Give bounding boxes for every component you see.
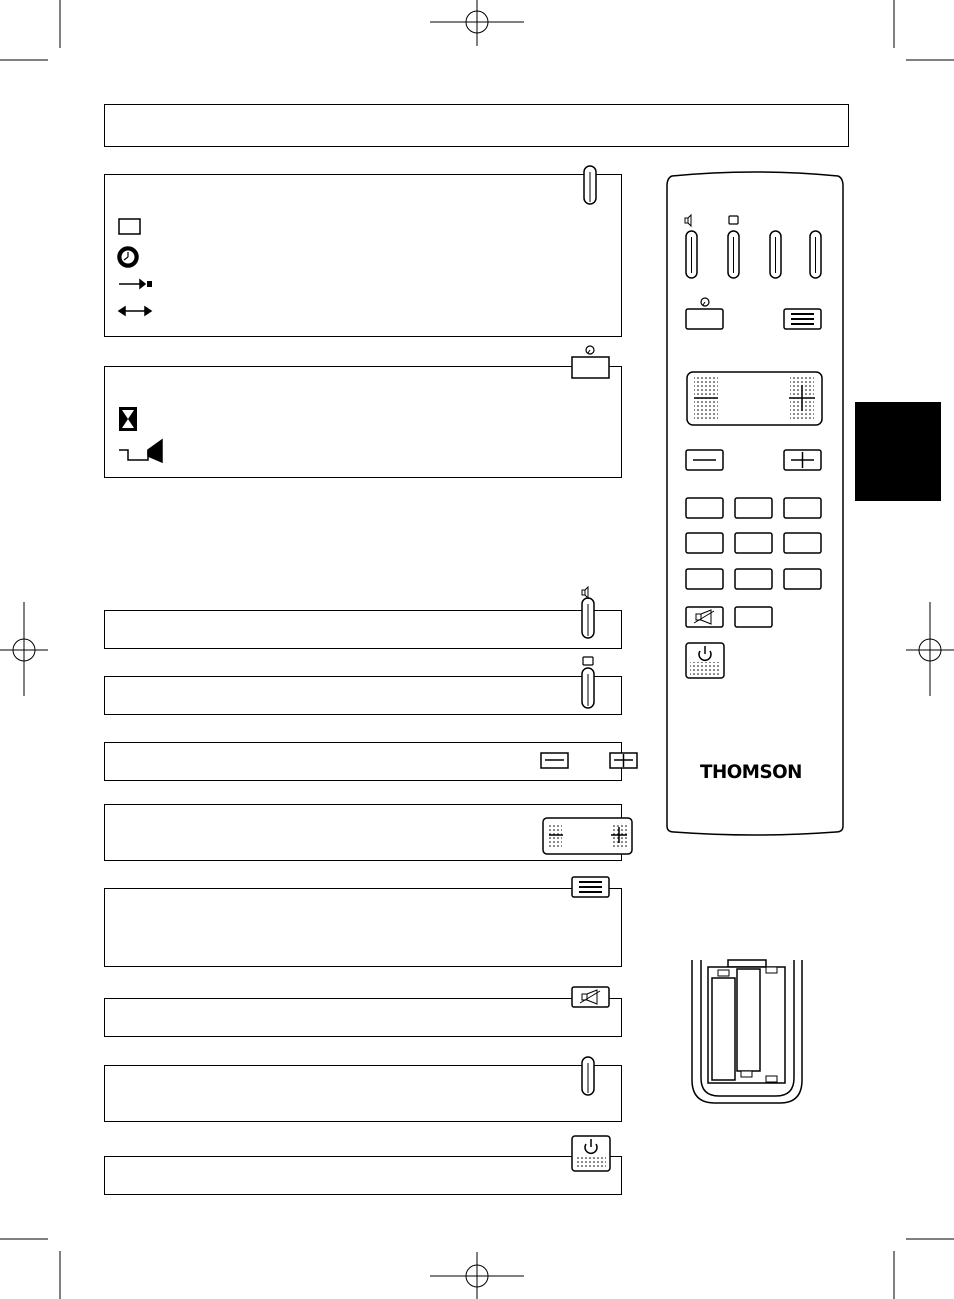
remote-key-3[interactable] <box>784 498 821 518</box>
remote-rod-4[interactable] <box>810 231 821 278</box>
remote-menu-button[interactable] <box>784 309 821 329</box>
remote-key-8[interactable] <box>735 569 772 589</box>
remote-speaker-rod[interactable] <box>686 231 697 278</box>
remote-key-2[interactable] <box>735 498 772 518</box>
remote-key-0[interactable] <box>735 607 772 627</box>
remote-power-button[interactable] <box>686 643 724 678</box>
remote-key-1[interactable] <box>686 498 723 518</box>
battery-compartment <box>692 960 802 1103</box>
remote-plus-button[interactable] <box>784 450 821 470</box>
remote-key-9[interactable] <box>784 569 821 589</box>
remote-key-6[interactable] <box>784 533 821 553</box>
remote-key-7[interactable] <box>686 569 723 589</box>
remote-rod-3[interactable] <box>770 231 781 278</box>
remote-key-5[interactable] <box>735 533 772 553</box>
remote-key-4[interactable] <box>686 533 723 553</box>
thomson-logo: THOMSON <box>700 761 802 783</box>
remote-mute-button[interactable] <box>686 607 723 627</box>
remote-dotted-minus-plus-button[interactable] <box>687 372 822 425</box>
remote-screen-rod[interactable] <box>728 231 739 278</box>
remote-minus-button[interactable] <box>686 450 723 470</box>
remote-screen-icon <box>729 216 738 224</box>
